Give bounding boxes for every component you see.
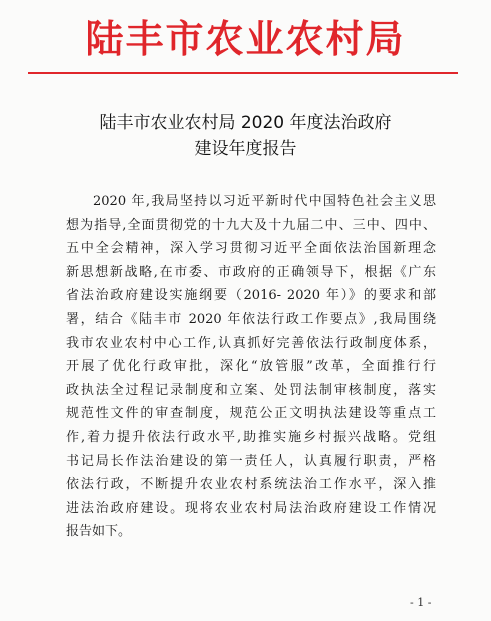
body-line: 2020 年,我局坚持以习近平新时代中国特色社会主义思 [93, 194, 436, 209]
document-title [40, 110, 451, 162]
masthead-divider [28, 72, 458, 74]
body-line: 依法行政，不断提升农业农村系统法治工作水平，深入推 [66, 477, 436, 493]
body-line: 政执法全过程记录制度和立案、处罚法制审核制度，落实 [66, 382, 436, 398]
body-line: 进法治政府建设。现将农业农村局法治政府建设工作情况 [66, 500, 436, 516]
body-line: 想为指导,全面贯彻党的十九大及十九届二中、三中、四中、 [66, 217, 436, 233]
body-line: 开展了优化行政审批，深化“放管服”改革，全面推行行 [66, 359, 436, 375]
body-line: 规范性文件的审查制度，规范公正文明执法建设等重点工 [66, 406, 436, 422]
document-title-line-2: 建设年度报告 [194, 139, 297, 159]
body-line: 省法治政府建设实施纲要（2016- 2020 年）》的要求和部 [66, 288, 436, 304]
body-line: 我市农业农村中心工作,认真抓好完善依法行政制度体系， [66, 335, 436, 351]
body-line: 书记局长作法治建设的第一责任人，认真履行职责，严格 [66, 453, 436, 469]
body-paragraph [66, 190, 436, 544]
masthead-title: 陆丰市农业农村局 [85, 16, 406, 61]
body-line: 新思想新战略,在市委、市政府的正确领导下，根据《广东 [66, 264, 436, 280]
document-title-line-1: 陆丰市农业农村局 2020 年度法治政府 [99, 113, 392, 133]
body-line: 五中全会精神，深入学习贯彻习近平全面依法治国新理念 [66, 241, 436, 257]
body-line: 报告如下。 [66, 524, 132, 540]
body-line: 作,着力提升依法行政水平,助推实施乡村振兴战略。党组 [66, 429, 436, 445]
page-number: - 1 - [410, 596, 432, 609]
body-line: 署，结合《陆丰市 2020 年依法行政工作要点》,我局围绕 [66, 311, 436, 327]
